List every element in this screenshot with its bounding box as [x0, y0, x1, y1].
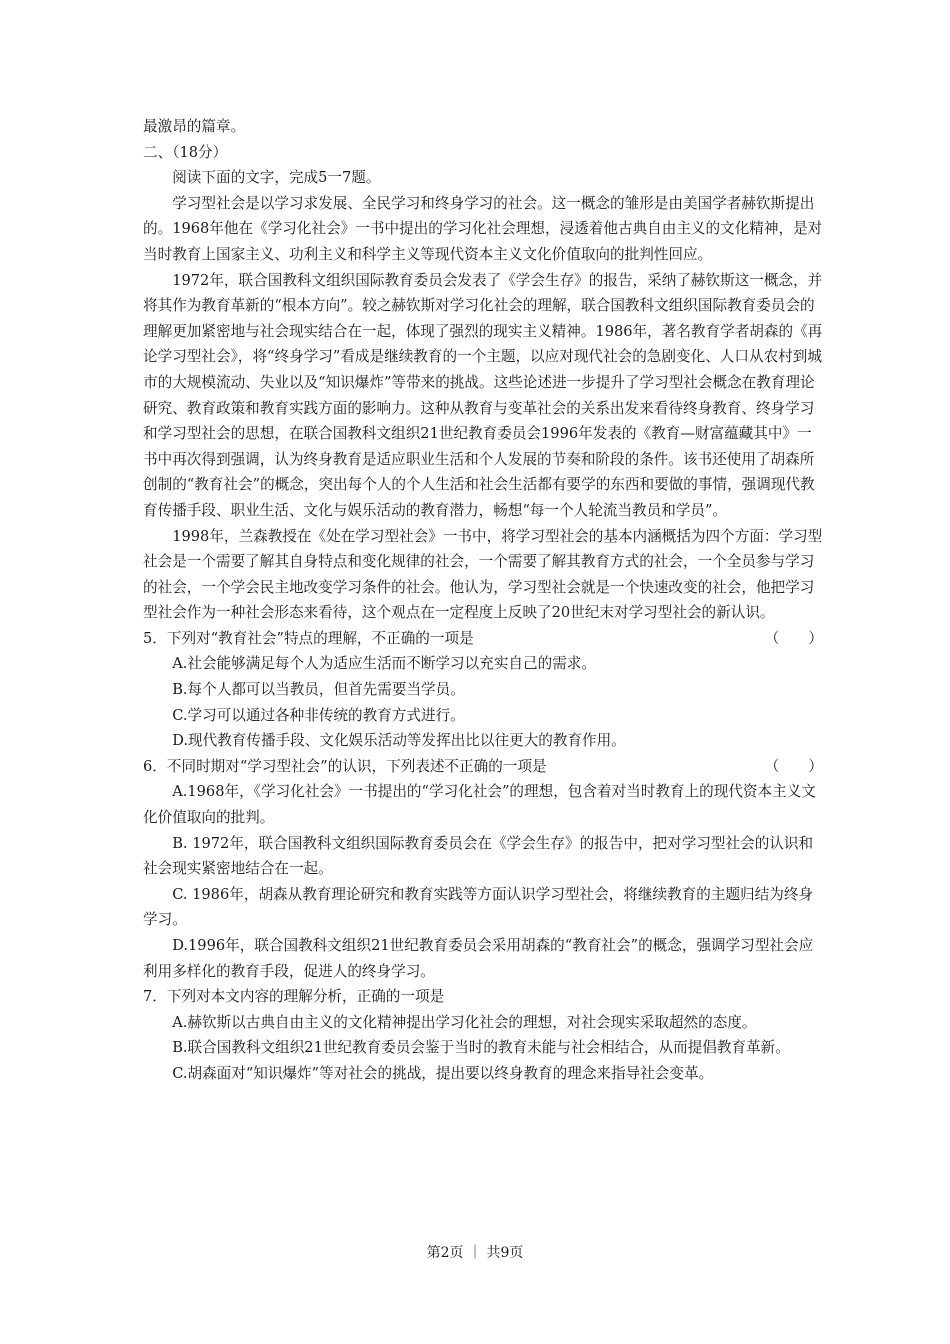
passage-paragraph-1: 学习型社会是以学习求发展、全民学习和终身学习的社会。这一概念的雏形是由美国学者赫钦斯提出的。1968年他在《学习化社会》一书中提出的学习化社会理想，浸透着他古典自由主义的文化精神，是对当时教育上国家主义、功利主义和科学主义等现代资本主义文化价值取向的批判性回应。 [143, 194, 823, 263]
question-5-option-d: D.现代教育传播手段、文化娱乐活动等发挥出比以往更大的教育作用。 [172, 732, 626, 750]
reading-instruction: 阅读下面的文字，完成5一7题。 [172, 169, 381, 187]
question-7-option-a: A.赫钦斯以古典自由主义的文化精神提出学习化社会的理想，对社会现实采取超然的态度。 [172, 1013, 757, 1031]
passage-paragraph-3: 1998年，兰森教授在《处在学习型社会》一书中，将学习型社会的基本内涵概括为四个方面：学习型社会是一个需要了解其自身特点和变化规律的社会，一个需要了解其教育方式的社会，一个全员参与学习的社会，一个学会民主地改变学习条件的社会。他认为，学习型社会就是一个快速改变的社会，他把学习型社会作为一种社会形态来看待，这个观点在一定程度上反映了20世纪末对学习型社会的新认识。 [143, 527, 823, 622]
carryover-line: 最激昂的篇章。 [143, 118, 246, 135]
question-5-option-a: A.社会能够满足每个人为适应生活而不断学习以充实自己的需求。 [172, 655, 596, 673]
question-5-stem [143, 626, 823, 652]
question-6-option-b: B. 1972年，联合国教科文组织国际教育委员会在《学会生存》的报告中，把对学习型社会的认识和社会现实紧密地结合在一起。 [143, 834, 814, 878]
passage-paragraph-2: 1972年，联合国教科文组织国际教育委员会发表了《学会生存》的报告，采纳了赫钦斯这一概念，并将其作为教育革新的“根本方向”。较之赫钦斯对学习化社会的理解，联合国教科文组织国际教育委员会的理解更加紧密地与社会现实结合在一起，体现了强烈的现实主义精神。1986年，著名教育学者胡森的《再论学习型社会》，将“终身学习”看成是继续教育的一个主题，以应对现代社会的急剧变化、人口从农村到城市的大规模流动、失业以及“知识爆炸”等带来的挑战。这些论述进一步提升了学习型社会概念在教育理论研究、教育政策和教育实践方面的影响力。这种从教育与变革社会的关系出发来看待终身教育、终身学习和学习型社会的思想，在联合国教科文组织21世纪教育委员会1996年发表的《教育—财富蕴藏其中》一书中再次得到强调，认为终身教育是适应职业生活和个人发展的节奏和阶段的条件。该书还使用了胡森所创制的“教育社会”的概念，突出每个人的个人生活和社会生活都有要学的东西和要做的事情，强调现代教育传播手段、职业生活、文化与娱乐活动的教育潜力，畅想“每一个人轮流当教员和学员”。 [143, 271, 823, 519]
section-heading: 二、（18分） [143, 143, 228, 161]
question-5-option-b: B.每个人都可以当教员，但首先需要当学员。 [172, 681, 465, 699]
question-7-stem [143, 984, 823, 1010]
question-7-option-c: C.胡森面对“知识爆炸”等对社会的挑战，提出要以终身教育的理念来指导社会变革。 [172, 1064, 714, 1082]
question-5-answer-bracket: （ ） [764, 629, 823, 647]
question-5-text: 5．下列对“教育社会”特点的理解，不正确的一项是 [143, 629, 474, 647]
question-6-option-a: A.1968年，《学习化社会》一书提出的“学习化社会”的理想，包含着对当时教育上的现代资本主义文化价值取向的批判。 [143, 783, 816, 827]
question-6-option-d: D.1996年，联合国教科文组织21世纪教育委员会采用胡森的“教育社会”的概念，强调学习型社会应利用多样化的教育手段，促进人的终身学习。 [143, 937, 814, 980]
question-6-answer-bracket: （ ） [764, 757, 823, 775]
question-7-option-b: B.联合国教科文组织21世纪教育委员会鉴于当时的教育未能与社会相结合，从而提倡教育革新。 [172, 1039, 790, 1057]
question-6-option-c: C. 1986年，胡森从教育理论研究和教育实践等方面认识学习型社会，将继续教育的主题归结为终身学习。 [143, 885, 814, 929]
page-footer: 第2页 ｜ 共9页 [426, 1245, 524, 1261]
question-6-text: 6．不同时期对“学习型社会”的认识，下列表述不正确的一项是 [143, 757, 547, 775]
question-5-option-c: C.学习可以通过各种非传统的教育方式进行。 [172, 706, 465, 724]
question-6-stem [143, 754, 823, 780]
page-content [143, 114, 823, 1087]
question-7-text: 7．下列对本文内容的理解分析，正确的一项是 [143, 988, 445, 1006]
